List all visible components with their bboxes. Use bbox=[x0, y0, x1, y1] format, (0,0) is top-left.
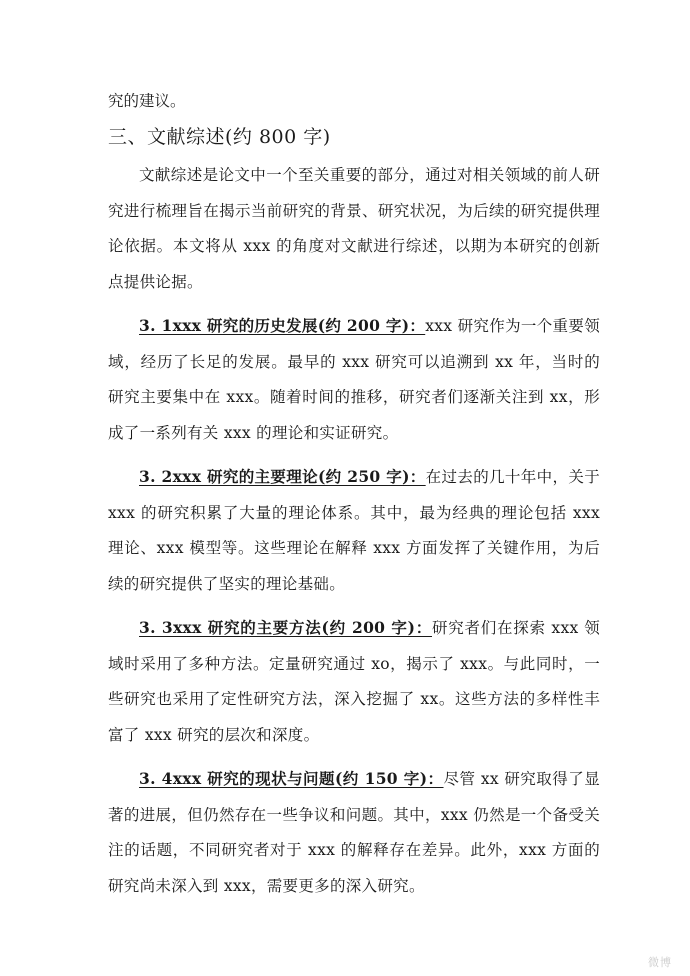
watermark: 微博 bbox=[648, 956, 672, 969]
subsection-heading-4: 3. 4xxx 研究的现状与问题(约 150 字)： bbox=[139, 769, 444, 788]
subsection-body-1: xxx 研究作为一个重要领域，经历了长足的发展。最早的 xxx 研究可以追溯到 xx 年，当时的研究主要集中在 xxx。随着时间的推移，研究者们逐渐关注到 xx，形成了一系列有关 xxx 的理论和实证研究。 bbox=[108, 317, 601, 442]
subsection-paragraph-3 bbox=[108, 610, 600, 753]
subsection-body-3: 研究者们在探索 xxx 领域时采用了多种方法。定量研究通过 xo，揭示了 xxx。与此同时，一些研究也采用了定性研究方法，深入挖掘了 xx。这些方法的多样性丰富了 xxx 研究的层次和深度。 bbox=[108, 619, 601, 744]
subsection-body-2: 在过去的几十年中，关于 xxx 的研究积累了大量的理论体系。其中，最为经典的理论包括 xxx 理论、xxx 模型等。这些理论在解释 xxx 方面发挥了关键作用，为后续的研究提供了坚实的理论基础。 bbox=[108, 468, 600, 593]
subsection-paragraph-4 bbox=[108, 761, 600, 904]
document-body bbox=[108, 84, 600, 904]
continued-text: 究的建议。 bbox=[108, 92, 186, 110]
intro-paragraph: 文献综述是论文中一个至关重要的部分，通过对相关领域的前人研究进行梳理旨在揭示当前研究的背景、研究状况，为后续的研究提供理论依据。本文将从 xxx 的角度对文献进行综述，以期为本研究的创新点提供论据。 bbox=[108, 166, 600, 291]
subsection-heading-2: 3. 2xxx 研究的主要理论(约 250 字)： bbox=[139, 467, 426, 486]
subsection-paragraph-1 bbox=[108, 308, 600, 451]
section-heading: 三、文献综述(约 800 字) bbox=[108, 126, 331, 148]
subsection-heading-3: 3. 3xxx 研究的主要方法(约 200 字)： bbox=[139, 618, 432, 637]
subsection-heading-1: 3. 1xxx 研究的历史发展(约 200 字)： bbox=[139, 316, 426, 335]
subsection-paragraph-2 bbox=[108, 459, 600, 602]
subsection-body-4: 尽管 xx 研究取得了显著的进展，但仍然存在一些争议和问题。其中，xxx 仍然是一个备受关注的话题，不同研究者对于 xxx 的解释存在差异。此外，xxx 方面的研究尚未深入到 xxx，需要更多的深入研究。 bbox=[108, 770, 600, 895]
